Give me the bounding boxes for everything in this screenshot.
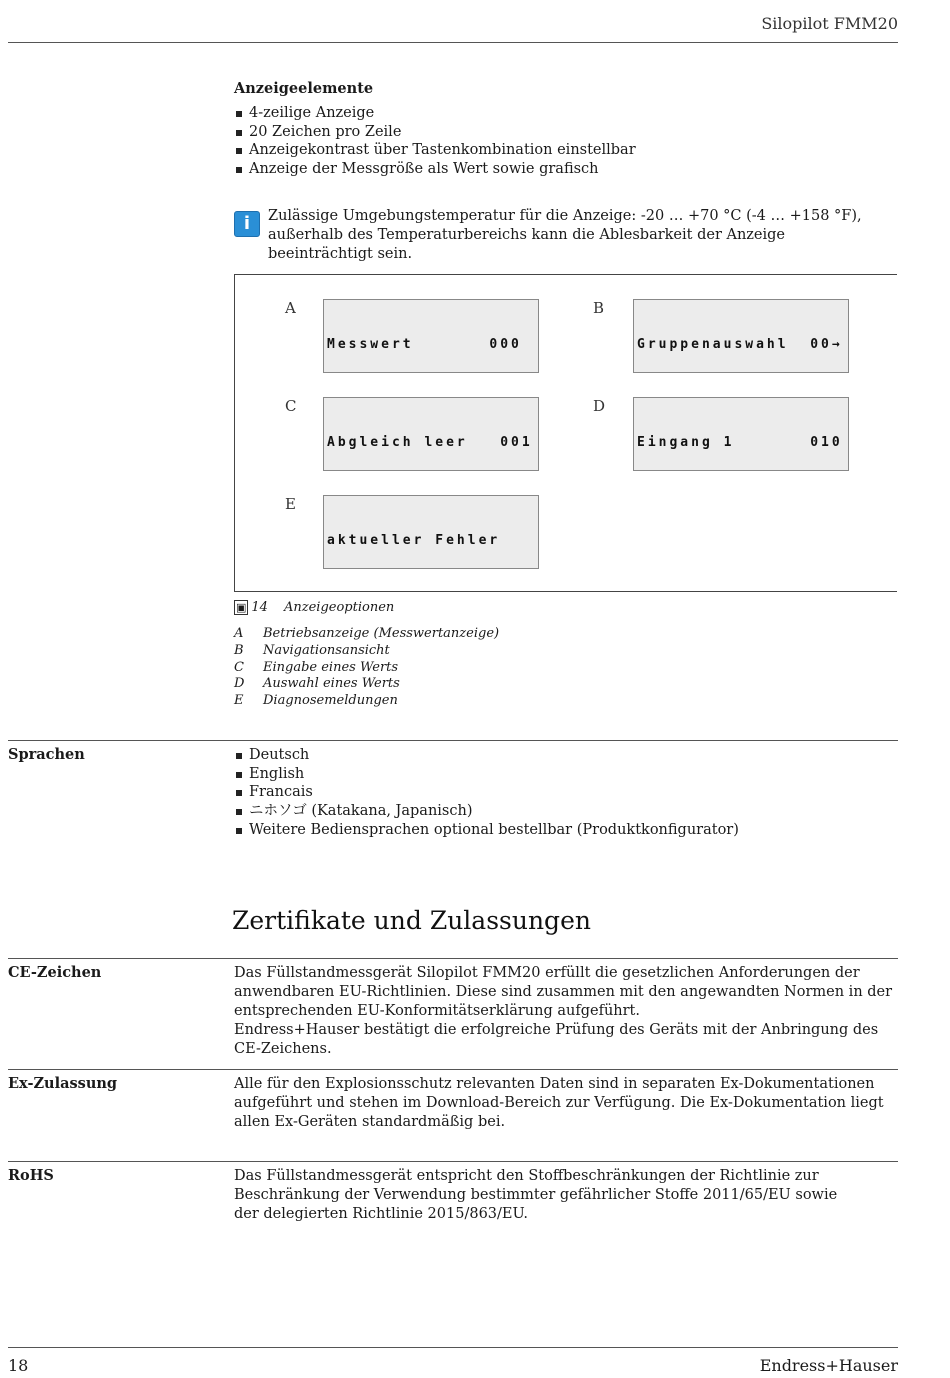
figure-caption-number: [234, 600, 268, 615]
legend-key: C: [234, 659, 244, 675]
lcd-navigation-view: [633, 299, 849, 373]
lcd-line: Eingang 1 010: [637, 435, 843, 450]
legend-text: Betriebsanzeige (Messwertanzeige): [263, 626, 500, 641]
display-elements-heading: Anzeigeelemente: [234, 80, 374, 97]
figure-number: 14: [251, 600, 268, 615]
section-rule: [8, 1161, 898, 1162]
lcd-value-input: [323, 397, 539, 471]
panel-letter-d: D: [593, 397, 606, 415]
rohs-label: RoHS: [8, 1167, 54, 1184]
languages-list: [234, 746, 874, 840]
legend-row: [234, 676, 499, 693]
lcd-operational-display: [323, 299, 539, 373]
list-item: Deutsch: [234, 746, 874, 765]
footer-brand: Endress+Hauser: [759, 1356, 898, 1375]
lcd-diagnostic-message: [323, 495, 539, 569]
panel-letter-b: B: [593, 299, 605, 317]
info-note-text: Zulässige Umgebungstemperatur für die Anzeige: -20 … +70 °C (-4 … +158 °F), außerhalb des Temperaturbereichs kann die Ablesbarkeit der Anzeige beeinträchtigt sein.: [268, 208, 862, 262]
list-item: Francais: [234, 783, 874, 802]
legend-key: D: [234, 676, 245, 692]
list-item: 4-zeilige Anzeige: [234, 104, 874, 123]
lcd-line: Abgleich leer 001: [327, 435, 533, 450]
legend-key: E: [234, 693, 244, 709]
figure-caption: Anzeigeoptionen: [284, 600, 395, 615]
display-elements-list: [234, 104, 874, 179]
lcd-line: Gruppenauswahl 00→: [637, 337, 843, 352]
page-number: 18: [8, 1356, 29, 1375]
ex-text: Alle für den Explosionsschutz relevanten Daten sind in separaten Ex-Dokumentationen aufgeführt und stehen im Download-Bereich zur Verfügung. Die Ex-Dokumentation liegt allen Ex-Geräten standardmäßig bei.: [234, 1076, 884, 1130]
lcd-line: Messwert 000: [327, 337, 522, 352]
lcd-value-selection: [633, 397, 849, 471]
list-item: English: [234, 765, 874, 784]
header-rule: [8, 42, 898, 43]
legend-row: [234, 626, 499, 643]
section-rule: [8, 1069, 898, 1070]
ce-paragraph: Das Füllstandmessgerät Silopilot FMM20 erfüllt die gesetzlichen Anforderungen der anwendbaren EU-Richtlinien. Diese sind zusammen mit den angewandten Normen in der entsprechenden EU-Konformitätserklärung aufgeführt.: [234, 965, 893, 1019]
lcd-line: aktueller Fehler: [327, 533, 501, 548]
list-item: 20 Zeichen pro Zeile: [234, 123, 874, 142]
rohs-text: Das Füllstandmessgerät entspricht den Stoffbeschränkungen der Richtlinie zur Beschränkung der Verwendung bestimmter gefährlicher Stoffe 2011/65/EU sowie der delegierten Richtlinie 2015/863/EU.: [234, 1168, 838, 1222]
footer-rule: [8, 1347, 898, 1348]
legend-key: A: [234, 626, 244, 641]
ce-paragraph: Endress+Hauser bestätigt die erfolgreiche Prüfung des Geräts mit der Anbringung des CE-Zeichens.: [234, 1022, 879, 1057]
info-icon: i: [234, 211, 260, 237]
panel-letter-c: C: [285, 397, 297, 415]
languages-label: Sprachen: [8, 746, 85, 763]
legend-text: Auswahl eines Werts: [263, 676, 400, 692]
figure-icon: ▣: [236, 601, 247, 614]
legend-row: [234, 643, 499, 660]
ex-label: Ex-Zulassung: [8, 1075, 118, 1092]
ce-label: CE-Zeichen: [8, 964, 102, 981]
document-header-title: Silopilot FMM20: [761, 14, 898, 33]
legend-row: [234, 693, 499, 710]
legend-text: Eingabe eines Werts: [263, 659, 399, 675]
section-rule: [8, 958, 898, 959]
list-item: Anzeige der Messgröße als Wert sowie grafisch: [234, 160, 874, 179]
display-figure: [234, 274, 897, 592]
panel-letter-e: E: [285, 495, 296, 513]
legend-row: [234, 660, 499, 677]
figure-legend: [234, 626, 499, 710]
legend-text: Navigationsansicht: [263, 642, 390, 658]
legend-text: Diagnosemeldungen: [263, 693, 398, 709]
legend-key: B: [234, 642, 244, 658]
list-item: Anzeigekontrast über Tastenkombination einstellbar: [234, 141, 874, 160]
list-item: Weitere Bediensprachen optional bestellbar (Produktkonfigurator): [234, 821, 874, 840]
section-title: Zertifikate und Zulassungen: [232, 906, 591, 935]
panel-letter-a: A: [285, 299, 296, 317]
list-item: ニホソゴ (Katakana, Japanisch): [234, 802, 874, 821]
section-rule: [8, 740, 898, 741]
ce-text: [234, 964, 894, 1059]
